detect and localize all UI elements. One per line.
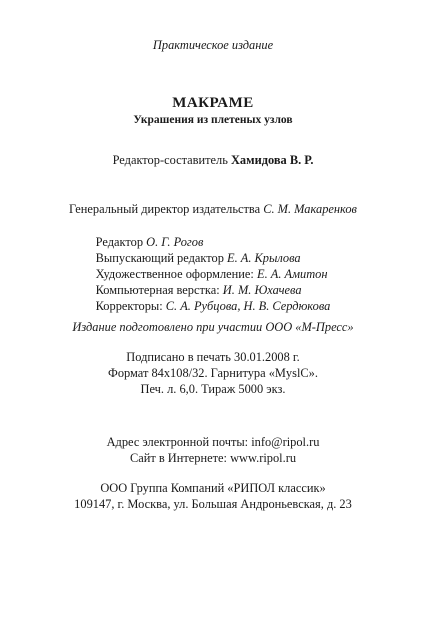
credits-block bbox=[0, 234, 426, 314]
contact-email: Адрес электронной почты: info@ripol.ru bbox=[106, 435, 320, 449]
compiler-name: Хамидова В. Р. bbox=[230, 153, 314, 167]
print-format: Формат 84x108/32. Гарнитура «MyslC». bbox=[108, 366, 318, 380]
contact-website: Сайт в Интернете: www.ripol.ru bbox=[129, 451, 297, 465]
publisher-address: 109147, г. Москва, ул. Большая Андроньевская, д. 23 bbox=[74, 497, 352, 511]
credit-line: Редактор О. Г. Рогов bbox=[95, 235, 204, 249]
publisher-name: ООО Группа Компаний «РИПОЛ классик» bbox=[100, 481, 326, 495]
compiler-line bbox=[0, 153, 426, 168]
credit-line: Корректоры: С. А. Рубцова, Н. В. Сердюкова bbox=[95, 299, 331, 313]
credit-line: Компьютерная верстка: И. М. Юхачева bbox=[95, 283, 302, 297]
print-signed: Подписано в печать 30.01.2008 г. bbox=[126, 350, 300, 364]
credit-line: Художественное оформление: Е. А. Амитон bbox=[95, 267, 328, 281]
compiler-role: Редактор-составитель bbox=[112, 153, 228, 167]
book-subtitle: Украшения из плетеных узлов bbox=[133, 114, 293, 126]
credit-line: Выпускающий редактор Е. А. Крылова bbox=[95, 251, 301, 265]
book-title: МАКРАМЕ bbox=[172, 95, 254, 111]
participation-note: Издание подготовлено при участии ООО «М-Пресс» bbox=[72, 320, 354, 334]
edition-type: Практическое издание bbox=[152, 38, 274, 52]
print-run: Печ. л. 6,0. Тираж 5000 экз. bbox=[140, 382, 286, 396]
director-role: Генеральный директор издательства bbox=[69, 202, 261, 216]
director-name: С. М. Макаренков bbox=[263, 202, 357, 216]
director-line bbox=[0, 202, 426, 217]
